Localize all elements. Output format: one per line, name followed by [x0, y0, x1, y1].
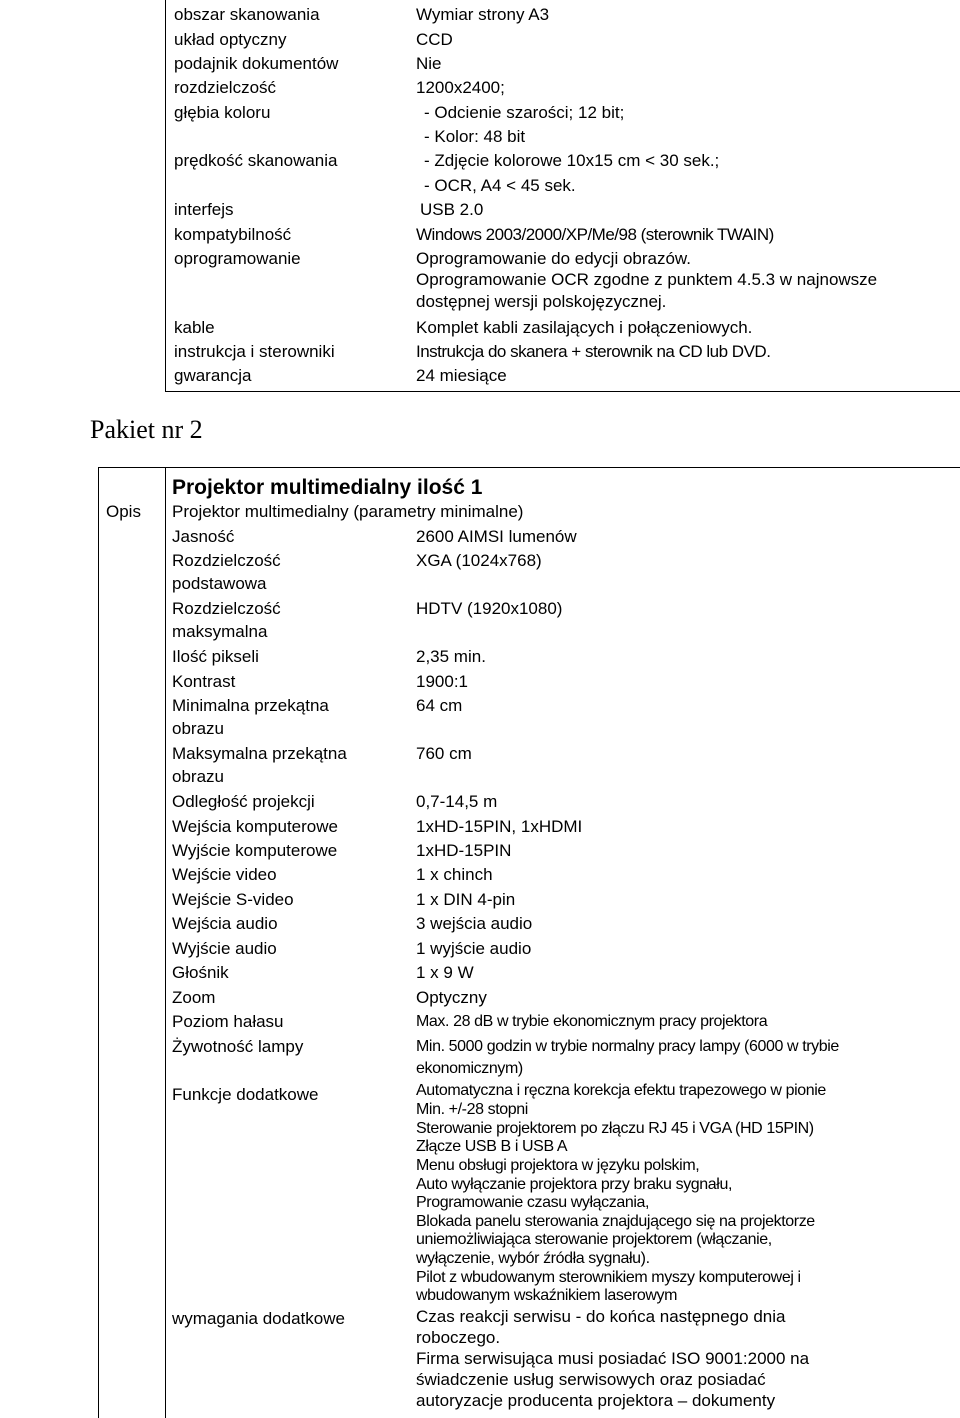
param-label: maksymalna	[172, 622, 268, 641]
param-value: świadczenie usług serwisowych oraz posiadać	[416, 1370, 766, 1389]
param-label: Wejście video	[172, 865, 277, 884]
spec-label: gwarancja	[174, 366, 252, 385]
spec-label: instrukcja i sterowniki	[174, 342, 335, 361]
param-value: roboczego.	[416, 1328, 501, 1347]
param-value: wyłączenie, wybór źródła sygnału).	[416, 1250, 650, 1267]
param-value: Blokada panelu sterowania znajdującego się na projektorze	[416, 1213, 815, 1230]
param-label: Kontrast	[172, 672, 236, 691]
param-value: 2,35 min.	[416, 647, 486, 666]
param-value: Firma serwisująca musi posiadać ISO 9001:2000 na	[416, 1349, 810, 1368]
param-value: Min. 5000 godzin w trybie normalny pracy lampy (6000 w trybie	[416, 1038, 839, 1055]
spec-value: - Odcienie szarości; 12 bit;	[424, 103, 625, 122]
param-value: Złącze USB B i USB A	[416, 1138, 568, 1155]
param-value: Programowanie czasu wyłączania,	[416, 1194, 650, 1211]
param-label: Wyjście komputerowe	[172, 841, 338, 860]
param-value: 1 x 9 W	[416, 963, 474, 982]
param-label: Odległość projekcji	[172, 792, 315, 811]
param-value: Menu obsługi projektora w języku polskim,	[416, 1157, 700, 1174]
param-label: wymagania dodatkowe	[172, 1309, 345, 1328]
spec-value: Instrukcja do skanera + sterownik na CD lub DVD.	[416, 342, 771, 361]
param-value: 1xHD-15PIN, 1xHDMI	[416, 817, 583, 836]
param-value: 1 x chinch	[416, 865, 493, 884]
spec-label: prędkość skanowania	[174, 151, 338, 170]
opis-label: Opis	[106, 502, 141, 521]
spec-value: 1200x2400;	[416, 78, 505, 97]
param-label: Wejście S-video	[172, 890, 294, 909]
package-heading: Pakiet nr 2	[90, 415, 203, 444]
spec-value: Wymiar strony A3	[416, 5, 550, 24]
param-value: 1xHD-15PIN	[416, 841, 512, 860]
param-value: uniemożliwiająca sterowanie projektorem (włączanie,	[416, 1231, 772, 1248]
table-border-left	[98, 467, 99, 1418]
table-column-divider	[165, 467, 166, 1418]
spec-label: interfejs	[174, 200, 234, 219]
param-label: Maksymalna przekątna	[172, 744, 347, 763]
param-value: Czas reakcji serwisu - do końca następnego dnia	[416, 1307, 786, 1326]
param-value: Min. +/-28 stopni	[416, 1101, 528, 1118]
param-value: 3 wejścia audio	[416, 914, 533, 933]
param-value: 64 cm	[416, 696, 463, 715]
param-label: Jasność	[172, 527, 235, 546]
param-value: 1 wyjście audio	[416, 939, 532, 958]
param-label: Minimalna przekątna	[172, 696, 329, 715]
param-value: Max. 28 dB w trybie ekonomicznym pracy projektora	[416, 1013, 768, 1030]
table-border-left	[165, 0, 166, 392]
spec-value: 24 miesiące	[416, 366, 507, 385]
param-value: Pilot z wbudowanym sterownikiem myszy komputerowej i	[416, 1269, 801, 1286]
param-label: Wejścia komputerowe	[172, 817, 338, 836]
param-value: Optyczny	[416, 988, 487, 1007]
param-label: Wejścia audio	[172, 914, 278, 933]
param-label: Wyjście audio	[172, 939, 277, 958]
param-label: Poziom hałasu	[172, 1012, 284, 1031]
param-value: Auto wyłączanie projektora przy braku sygnału,	[416, 1176, 732, 1193]
param-label: Ilość pikseli	[172, 647, 259, 666]
param-label: Rozdzielczość	[172, 599, 281, 618]
spec-value: Windows 2003/2000/XP/Me/98 (sterownik TWAIN)	[416, 225, 774, 244]
param-value: 1 x DIN 4-pin	[416, 890, 516, 909]
spec-label: podajnik dokumentów	[174, 54, 339, 73]
spec-label: rozdzielczość	[174, 78, 277, 97]
param-value: ekonomicznym)	[416, 1060, 523, 1077]
spec-value: Oprogramowanie OCR zgodne z punktem 4.5.3 w najnowsze	[416, 270, 878, 289]
opis-text: Projektor multimedialny (parametry minimalne)	[172, 502, 524, 521]
param-label: Głośnik	[172, 963, 229, 982]
spec-value: Komplet kabli zasilających i połączeniowych.	[416, 318, 753, 337]
spec-value: USB 2.0	[420, 200, 484, 219]
param-value: wbudowanym wskaźnikiem laserowym	[416, 1287, 678, 1304]
spec-value: dostępnej wersji polskojęzycznej.	[416, 292, 667, 311]
spec-label: układ optyczny	[174, 30, 287, 49]
projector-title: Projektor multimedialny ilość 1	[172, 476, 483, 499]
spec-value: - OCR, A4 < 45 sek.	[424, 176, 576, 195]
spec-label: oprogramowanie	[174, 249, 301, 268]
param-value: Automatyczna i ręczna korekcja efektu trapezowego w pionie	[416, 1082, 826, 1099]
param-label: Funkcje dodatkowe	[172, 1085, 319, 1104]
param-label: obrazu	[172, 767, 224, 786]
spec-label: kable	[174, 318, 215, 337]
param-value: XGA (1024x768)	[416, 551, 542, 570]
param-value: 2600 AIMSI lumenów	[416, 527, 577, 546]
param-label: Zoom	[172, 988, 216, 1007]
param-label: Rozdzielczość	[172, 551, 281, 570]
spec-label: głębia koloru	[174, 103, 271, 122]
spec-value: - Kolor: 48 bit	[424, 127, 526, 146]
param-label: podstawowa	[172, 574, 267, 593]
spec-value: Oprogramowanie do edycji obrazów.	[416, 249, 691, 268]
param-label: Żywotność lampy	[172, 1037, 304, 1056]
spec-value: Nie	[416, 54, 442, 73]
table-border-top	[98, 467, 960, 468]
param-value: 1900:1	[416, 672, 468, 691]
spec-label: obszar skanowania	[174, 5, 320, 24]
param-value: 760 cm	[416, 744, 472, 763]
param-value: HDTV (1920x1080)	[416, 599, 563, 618]
table-border-bottom	[165, 391, 960, 392]
param-label: obrazu	[172, 719, 224, 738]
spec-value: CCD	[416, 30, 453, 49]
param-value: autoryzacje producenta projektora – dokumenty	[416, 1391, 776, 1410]
spec-label: kompatybilność	[174, 225, 292, 244]
param-value: Sterowanie projektorem po złączu RJ 45 i VGA (HD 15PIN)	[416, 1120, 814, 1137]
param-value: 0,7-14,5 m	[416, 792, 498, 811]
spec-value: - Zdjęcie kolorowe 10x15 cm < 30 sek.;	[424, 151, 720, 170]
